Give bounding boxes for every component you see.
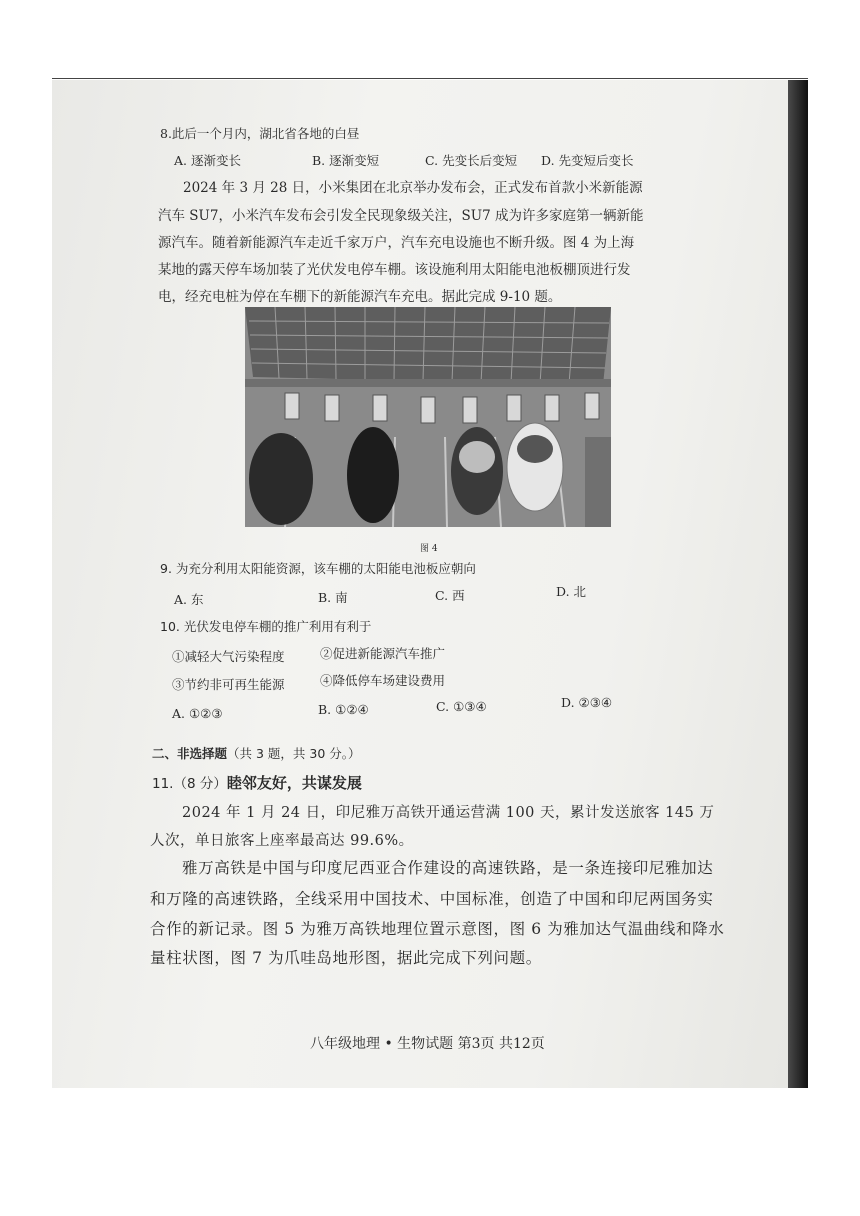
q10-option-d: D. ②③④ [561,695,613,710]
passage1-line: 汽车 SU7，小米汽车发布会引发全民现象级关注，SU7 成为许多家庭第一辆新能 [158,208,644,224]
page-footer: 八年级地理 • 生物试题 第3页 共12页 [310,1036,545,1052]
passage1-line: 源汽车。随着新能源汽车走近千家万户，汽车充电设施也不断升级。图 4 为上海 [158,235,635,251]
section2-heading-rest: （共 3 题，共 30 分。） [227,746,361,761]
q10-item-1: ①减轻大气污染程度 [172,649,285,664]
q9-option-d: D. 北 [556,584,587,599]
solar-carport-photo [245,307,611,527]
q10-item-4: ④降低停车场建设费用 [320,673,446,688]
q10-item-2: ②促进新能源汽车推广 [320,646,446,661]
q11-label: 11.（8 分） [152,776,227,792]
q8-option-b: B. 逐渐变短 [312,153,380,168]
q10-stem: 10. 光伏发电停车棚的推广利用有利于 [160,619,372,634]
q11-title: 睦邻友好，共谋发展 [226,774,362,792]
top-rule [52,78,808,79]
q11-para2-line: 和万隆的高速铁路，全线采用中国技术、中国标准，创造了中国和印尼两国务实 [150,890,714,908]
q9-option-c: C. 西 [435,588,465,603]
q9-option-a: A. 东 [174,592,204,607]
q11-para2-line: 雅万高铁是中国与印度尼西亚合作建设的高速铁路，是一条连接印尼雅加达 [182,859,714,877]
q9-stem: 9. 为充分利用太阳能资源，该车棚的太阳能电池板应朝向 [160,561,476,576]
q10-option-a: A. ①②③ [172,706,223,721]
page-shadow-edge [788,80,808,1088]
q10-item-3: ③节约非可再生能源 [172,677,285,692]
q11-para2-line: 量柱状图，图 7 为爪哇岛地形图，据此完成下列问题。 [150,949,542,967]
q11-para1-line: 人次，单日旅客上座率最高达 99.6%。 [150,833,414,849]
q11-heading [152,772,362,793]
q8-option-c: C. 先变长后变短 [425,153,518,168]
passage1-line: 电，经充电桩为停在车棚下的新能源汽车充电。据此完成 9-10 题。 [158,289,562,305]
q10-option-b: B. ①②④ [318,702,369,717]
passage1-line: 某地的露天停车场加装了光伏发电停车棚。该设施利用太阳能电池板棚顶进行发 [158,262,631,278]
figure-4-caption: 图 4 [420,544,438,554]
q11-para1-line: 2024 年 1 月 24 日，印尼雅万高铁开通运营满 100 天，累计发送旅客 145 万 [182,805,715,821]
q11-para2-line: 合作的新记录。图 5 为雅万高铁地理位置示意图，图 6 为雅加达气温曲线和降水 [150,920,725,938]
q8-option-d: D. 先变短后变长 [541,153,634,168]
section2-heading [152,744,361,762]
q8-stem: 8.此后一个月内，湖北省各地的白昼 [160,126,360,141]
section2-heading-bold: 二、非选择题 [152,746,228,761]
q10-option-c: C. ①③④ [436,699,487,714]
q8-option-a: A. 逐渐变长 [174,153,241,168]
q9-option-b: B. 南 [318,590,348,605]
passage1-line: 2024 年 3 月 28 日，小米集团在北京举办发布会，正式发布首款小米新能源 [183,180,643,196]
